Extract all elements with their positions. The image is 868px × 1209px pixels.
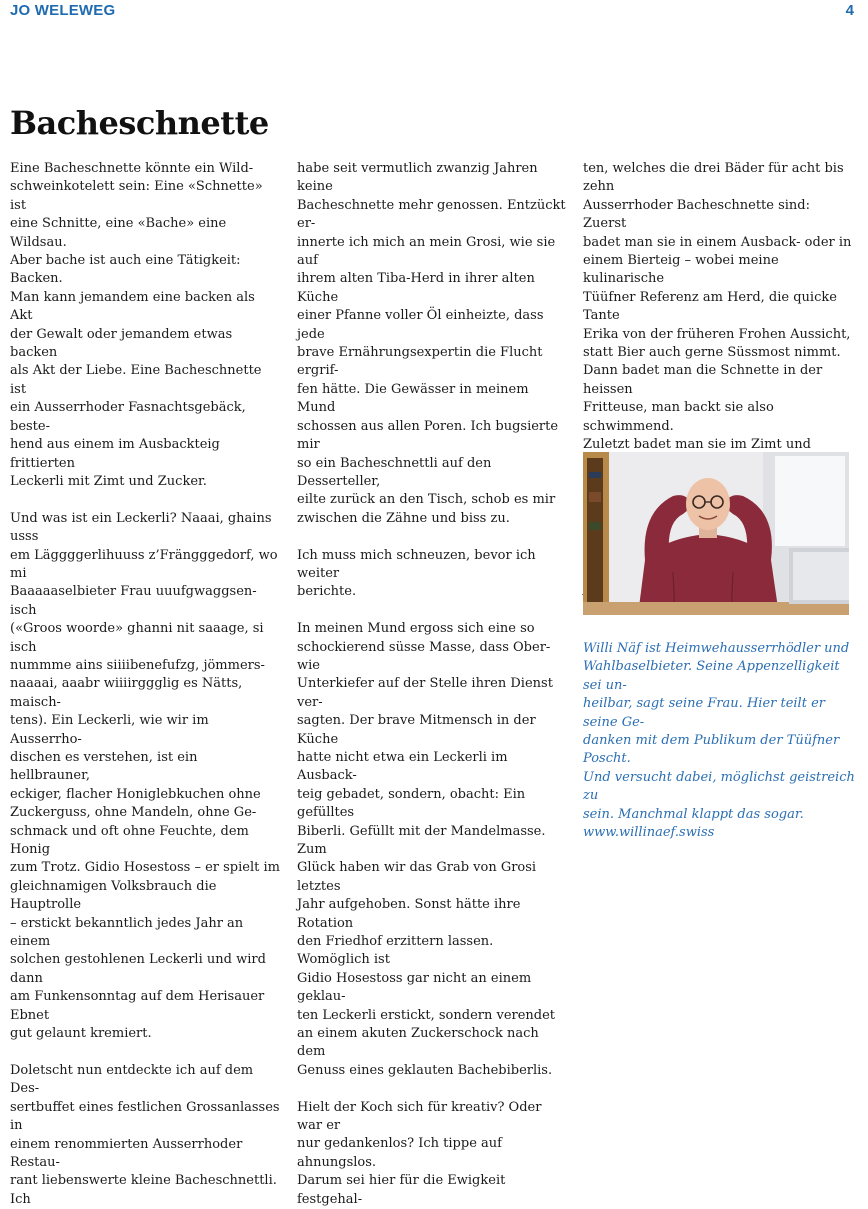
text-line: Erika von der früheren Frohen Aussicht, — [583, 326, 851, 342]
page-number: 4 — [845, 2, 854, 19]
text-line: Gidio Hosestoss gar nicht an einem geklau- — [297, 970, 532, 1005]
article-title: Bacheschnette — [10, 104, 269, 142]
text-line: ten Leckerli erstickt, sondern verendet — [297, 1007, 556, 1023]
text-line: Jahr aufgehoben. Sonst hätte ihre Rotation — [297, 897, 521, 931]
text-line: fen hätte. Die Gewässer in meinem Mund — [297, 381, 529, 416]
text-line: nummme ains siiiibenefufzg, jömmers- — [10, 657, 265, 673]
bio-line: Und versucht dabei, möglichst geistreich zu — [583, 769, 855, 804]
text-line: eckiger, flacher Honiglebkuchen ohne — [10, 786, 261, 802]
text-line: zum Trotz. Gidio Hosestoss – er spielt im — [10, 860, 280, 876]
text-line: Dann badet man die Schnette in der heissen — [583, 363, 823, 397]
text-line: Fritteuse, man backt sie also schwimmend. — [583, 400, 774, 434]
text-line: ten, welches die drei Bäder für acht bis zehn — [583, 161, 844, 195]
text-line: Hielt der Koch sich für kreativ? Oder war er — [297, 1099, 542, 1134]
text-line: gut gelaunt kremiert. — [10, 1026, 152, 1042]
text-line: an einem akuten Zuckerschock nach dem — [297, 1026, 539, 1060]
text-line: berichte. — [297, 584, 357, 600]
text-line: schmack und oft ohne Feuchte, dem Honig — [10, 823, 249, 858]
text-line: so ein Bacheschnettli auf den Desserteller, — [297, 455, 492, 489]
author-photo — [583, 452, 849, 615]
text-line: eine Schnitte, eine «Bache» eine Wildsau. — [10, 216, 227, 250]
text-line: Ich muss mich schneuzen, bevor ich weiter — [297, 547, 536, 581]
text-line: schweinkotelett sein: Eine «Schnette» ist — [10, 179, 263, 213]
bio-line: Wahlbaselbieter. Seine Appenzelligkeit sei un- — [583, 659, 840, 693]
text-line: Man kann jemandem eine backen als Akt — [10, 289, 255, 324]
text-line: habe seit vermutlich zwanzig Jahren keine — [297, 161, 538, 195]
author-portrait-image — [583, 452, 849, 615]
article-column-2 — [297, 160, 567, 1209]
text-line: brave Ernährungsexpertin die Flucht ergrif- — [297, 345, 543, 379]
text-line: tens). Ein Leckerli, wie wir im Ausserrho- — [10, 713, 209, 747]
text-line: hatte nicht etwa ein Leckerli im Ausback- — [297, 749, 508, 784]
text-line: innerte ich mich an mein Grosi, wie sie auf — [297, 234, 556, 269]
text-line: nur gedankenlos? Ich tippe auf ahnungslos. — [297, 1136, 502, 1170]
text-line: schockierend süsse Masse, dass Ober- wie — [297, 639, 551, 673]
bio-line: sein. Manchmal klappt das sogar. — [583, 806, 804, 822]
text-line: Doletscht nun entdeckte ich auf dem Des- — [10, 1062, 254, 1097]
bio-line: Willi Näf ist Heimwehausserrhödler und — [583, 641, 850, 656]
text-line: hend aus einem im Ausbackteig frittierten — [10, 437, 220, 471]
text-line: zwischen die Zähne und biss zu. — [297, 510, 510, 526]
text-line: – erstickt bekanntlich jedes Jahr an einem — [10, 915, 244, 950]
text-line: einem renommierten Ausserrhoder Restau- — [10, 1136, 243, 1170]
website-link[interactable]: www.willinaef.swiss — [583, 825, 715, 841]
text-line: sertbuffet eines festlichen Grossanlasses in — [10, 1099, 280, 1134]
text-line: der Gewalt oder jemandem etwas backen — [10, 326, 233, 361]
text-line: Darum sei hier für die Ewigkeit festgehal- — [297, 1173, 506, 1207]
text-line: Und was ist ein Leckerli? Naaai, ghains usss — [10, 510, 272, 545]
bio-line: danken mit dem Publikum der Tüüfner Poscht. — [583, 733, 840, 767]
text-line: Biberli. Gefüllt mit der Mandelmasse. Zum — [297, 823, 546, 857]
author-header: JO WELEWEG — [10, 2, 116, 19]
author-bio — [583, 640, 858, 842]
text-line: Ausserrhoder Bacheschnette sind: Zuerst — [583, 197, 811, 232]
text-line: einem Bierteig – wobei meine kulinarische — [583, 253, 779, 287]
text-line: eilte zurück an den Tisch, schob es mir — [297, 492, 556, 508]
text-line: gleichnamigen Volksbrauch die Hauptrolle — [10, 878, 217, 913]
text-line: sagten. Der brave Mitmensch in der Küche — [297, 713, 536, 747]
bio-line: heilbar, sagt seine Frau. Hier teilt er seine Ge- — [583, 696, 825, 730]
text-line: Zuletzt badet man sie im Zimt und — [583, 437, 811, 453]
text-line: Leckerli mit Zimt und Zucker. — [10, 473, 207, 489]
text-line: am Funkensonntag auf dem Herisauer Ebnet — [10, 989, 265, 1023]
text-line: einer Pfanne voller Öl einheizte, dass jede — [297, 308, 544, 342]
text-line: naaaai, aaabr wiiiirggglig es Nätts, maisch- — [10, 676, 243, 710]
article-column-1 — [10, 160, 280, 1209]
text-line: Bacheschnette mehr genossen. Entzückt er- — [297, 197, 566, 232]
text-line: Glück haben wir das Grab von Grosi letztes — [297, 860, 537, 894]
text-line: Genuss eines geklauten Bachebiberlis. — [297, 1062, 553, 1078]
text-line: den Friedhof erzittern lassen. Womöglich ist — [297, 934, 494, 968]
text-line: rant liebenswerte kleine Bacheschnettli. Ich — [10, 1173, 277, 1207]
text-line: Unterkiefer auf der Stelle ihren Dienst ver- — [297, 676, 553, 710]
text-line: Eine Bacheschnette könnte ein Wild- — [10, 161, 254, 176]
text-line: In meinen Mund ergoss sich eine so — [297, 621, 535, 637]
text-line: dischen es verstehen, ist ein hellbrauner, — [10, 749, 198, 784]
text-line: schossen aus allen Poren. Ich bugsierte mir — [297, 418, 559, 453]
text-line: ihrem alten Tiba-Herd in ihrer alten Küche — [297, 271, 535, 305]
text-line: teig gebadet, sondern, obacht: Ein gefülltes — [297, 786, 526, 821]
text-line: Aber bache ist auch eine Tätigkeit: Backen. — [10, 253, 241, 287]
text-line: em Läggggerlihuuss z’Frängggedorf, wo mi — [10, 547, 278, 581]
text-line: ein Ausserrhoder Fasnachtsgebäck, beste- — [10, 400, 246, 434]
text-line: solchen gestohlenen Leckerli und wird dann — [10, 952, 266, 986]
text-line: statt Bier auch gerne Süssmost nimmt. — [583, 345, 841, 361]
text-line: («Groos woorde» ghanni nit saaage, si isch — [10, 621, 264, 655]
text-line: als Akt der Liebe. Eine Bacheschnette ist — [10, 363, 262, 397]
text-line: Tüüfner Referenz am Herd, die quicke Tante — [583, 289, 837, 324]
text-line: Zuckerguss, ohne Mandeln, ohne Ge- — [10, 805, 257, 821]
text-line: badet man sie in einem Ausback- oder in — [583, 234, 852, 250]
text-line: Baaaaaselbieter Frau uuufgwaggsen-isch — [10, 584, 257, 618]
